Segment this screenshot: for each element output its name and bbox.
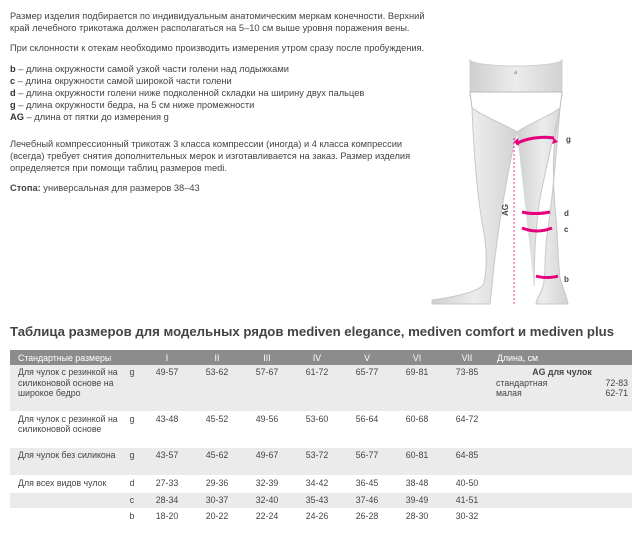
table-row bbox=[10, 475, 632, 492]
table-cell: 29-36 bbox=[192, 475, 242, 492]
table-cell: 49-67 bbox=[242, 447, 292, 475]
header-size: III bbox=[242, 350, 292, 365]
row-code: d bbox=[122, 475, 142, 492]
row-description: Для всех видов чулок bbox=[10, 475, 122, 492]
table-cell: 45-52 bbox=[192, 411, 242, 447]
row-description: Для чулок без силикона bbox=[10, 447, 122, 475]
row-description bbox=[10, 508, 122, 524]
row-code: g bbox=[122, 411, 142, 447]
header-size: IV bbox=[292, 350, 342, 365]
table-cell: 26-28 bbox=[342, 508, 392, 524]
table-cell: 35-43 bbox=[292, 492, 342, 508]
table-cell: 43-48 bbox=[142, 411, 192, 447]
length-value: 62-71 bbox=[605, 388, 628, 398]
size-table bbox=[10, 350, 632, 524]
definition-text: – длина от пятки до измерения g bbox=[23, 112, 169, 123]
definition-d bbox=[10, 87, 430, 99]
row-code: c bbox=[122, 492, 142, 508]
definition-key: g bbox=[10, 100, 16, 111]
table-cell: 64-72 bbox=[442, 411, 492, 447]
table-cell: 69-81 bbox=[392, 365, 442, 411]
table-cell: 60-81 bbox=[392, 447, 442, 475]
definition-key: b bbox=[10, 63, 16, 74]
row-description bbox=[10, 492, 122, 508]
foot-text: универсальная для размеров 38–43 bbox=[40, 183, 200, 194]
definition-c bbox=[10, 75, 430, 87]
row-description: Для чулок с резинкой на силиконовой основе bbox=[10, 411, 122, 447]
intro-paragraph-1: Размер изделия подбирается по индивидуальным анатомическим меркам конечности. Верхний край лечебного трикотажа должен располагаться на 5–10 см выше уровня поражения вены. bbox=[10, 11, 425, 34]
length-label: малая bbox=[496, 388, 522, 398]
table-cell: 20-22 bbox=[192, 508, 242, 524]
table-cell: 28-30 bbox=[392, 508, 442, 524]
header-size: VII bbox=[442, 350, 492, 365]
table-cell: 60-68 bbox=[392, 411, 442, 447]
table-cell: 36-45 bbox=[342, 475, 392, 492]
table-cell: 61-72 bbox=[292, 365, 342, 411]
table-cell: 30-37 bbox=[192, 492, 242, 508]
definition-key: c bbox=[10, 75, 16, 86]
table-cell: 53-72 bbox=[292, 447, 342, 475]
length-cell bbox=[492, 365, 632, 411]
length-cell-empty bbox=[492, 411, 632, 447]
leg-measurement-diagram bbox=[418, 58, 608, 308]
table-cell: 49-57 bbox=[142, 365, 192, 411]
table-row bbox=[10, 508, 632, 524]
table-cell: 64-85 bbox=[442, 447, 492, 475]
table-cell: 41-51 bbox=[442, 492, 492, 508]
length-value: 72-83 bbox=[605, 377, 628, 388]
intro-paragraph-3: Лечебный компрессионный трикотаж 3 класса компрессии (иногда) и 4 класса компрессии (всегда) требует снятия дополнительных мерок и изготавливается на заказ. Размер изделия определяется при помощи таблиц размеров medi. bbox=[10, 138, 411, 174]
table-cell: 30-32 bbox=[442, 508, 492, 524]
header-size: VI bbox=[392, 350, 442, 365]
header-size: I bbox=[142, 350, 192, 365]
table-cell: 56-64 bbox=[342, 411, 392, 447]
definition-text: – длина окружности самой широкой части голени bbox=[15, 75, 232, 86]
table-cell: 73-85 bbox=[442, 365, 492, 411]
length-cell-empty bbox=[492, 447, 632, 475]
header-size: II bbox=[192, 350, 242, 365]
table-cell: 40-50 bbox=[442, 475, 492, 492]
table-cell: 22-24 bbox=[242, 508, 292, 524]
table-cell: 39-49 bbox=[392, 492, 442, 508]
c-measure-ring bbox=[522, 228, 552, 231]
torso-shape bbox=[470, 60, 562, 96]
table-header-row bbox=[10, 350, 632, 365]
table-cell: 49-56 bbox=[242, 411, 292, 447]
table-cell: 56-77 bbox=[342, 447, 392, 475]
size-table-title: Таблица размеров для модельных рядов mediven elegance, mediven comfort и mediven plus bbox=[10, 324, 615, 339]
table-cell: 38-48 bbox=[392, 475, 442, 492]
table-cell: 24-26 bbox=[292, 508, 342, 524]
row-code: g bbox=[122, 447, 142, 475]
table-cell: 53-60 bbox=[292, 411, 342, 447]
intro-paragraph-2: При склонности к отекам необходимо производить измерения утром сразу после пробуждения. bbox=[10, 43, 425, 54]
foot-label: Стопа: bbox=[10, 183, 41, 194]
diagram-label-c: c bbox=[564, 225, 569, 234]
table-cell: 28-34 bbox=[142, 492, 192, 508]
diagram-label-d: d bbox=[564, 209, 569, 218]
table-cell: 32-40 bbox=[242, 492, 292, 508]
intro-text bbox=[10, 10, 430, 202]
definition-b bbox=[10, 63, 430, 75]
diagram-label-b: b bbox=[564, 275, 569, 284]
length-label: стандартная bbox=[496, 377, 548, 388]
d-measure-ring bbox=[522, 212, 550, 214]
diagram-label-a: a bbox=[514, 70, 518, 76]
definition-key: AG bbox=[10, 112, 24, 123]
table-cell: 18-20 bbox=[142, 508, 192, 524]
row-code: g bbox=[122, 365, 142, 411]
measurement-definitions bbox=[10, 63, 430, 124]
table-row bbox=[10, 492, 632, 508]
length-title: AG для чулок bbox=[532, 367, 592, 377]
definition-key: d bbox=[10, 88, 16, 99]
length-row-small bbox=[496, 388, 628, 399]
table-cell: 43-57 bbox=[142, 447, 192, 475]
header-size: V bbox=[342, 350, 392, 365]
definition-text: – длина окружности голени ниже подколенной складки на ширину двух пальцев bbox=[15, 88, 365, 99]
definition-g bbox=[10, 99, 430, 111]
table-cell: 32-39 bbox=[242, 475, 292, 492]
table-cell: 57-67 bbox=[242, 365, 292, 411]
length-cell-empty bbox=[492, 508, 632, 524]
table-cell: 34-42 bbox=[292, 475, 342, 492]
definition-text: – длина окружности бедра, на 5 см ниже промежности bbox=[15, 100, 255, 111]
b-measure-ring bbox=[536, 276, 558, 278]
table-cell: 27-33 bbox=[142, 475, 192, 492]
table-cell: 37-46 bbox=[342, 492, 392, 508]
row-description: Для чулок с резинкой на силиконовой основе на широкое бедро bbox=[10, 365, 122, 411]
row-code: b bbox=[122, 508, 142, 524]
table-cell: 65-77 bbox=[342, 365, 392, 411]
definition-text: – длина окружности самой узкой части голени над лодыжками bbox=[15, 63, 289, 74]
table-row bbox=[10, 447, 632, 475]
table-row bbox=[10, 411, 632, 447]
diagram-label-ag: AG bbox=[501, 204, 510, 216]
header-standard-sizes: Стандартные размеры bbox=[10, 350, 142, 365]
table-cell: 53-62 bbox=[192, 365, 242, 411]
table-row bbox=[10, 365, 632, 411]
length-row-standard bbox=[496, 378, 628, 389]
length-cell-empty bbox=[492, 475, 632, 492]
foot-note bbox=[10, 182, 430, 194]
diagram-label-g: g bbox=[566, 135, 571, 144]
table-cell: 45-62 bbox=[192, 447, 242, 475]
length-cell-empty bbox=[492, 492, 632, 508]
header-length: Длина, см bbox=[492, 350, 632, 365]
definition-ag bbox=[10, 111, 430, 123]
